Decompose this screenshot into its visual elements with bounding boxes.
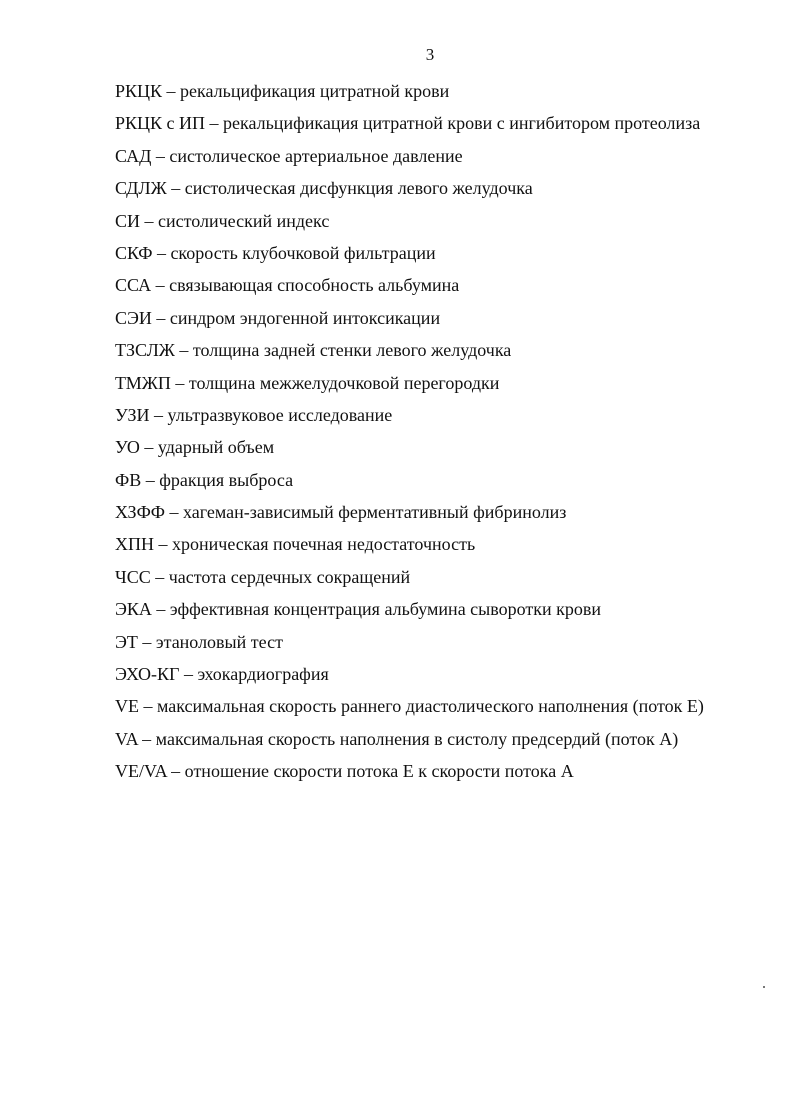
abbreviation-item: VE/VA – отношение скорости потока Е к скорости потока А — [115, 761, 574, 782]
abbreviation-item: ТЗСЛЖ – толщина задней стенки левого желудочка — [115, 340, 512, 361]
abbreviation-item: СДЛЖ – систолическая дисфункция левого желудочка — [115, 178, 533, 199]
abbreviation-item: СКФ – скорость клубочковой фильтрации — [115, 242, 436, 263]
abbreviation-list — [115, 75, 785, 788]
abbreviation-item: ЧСС – частота сердечных сокращений — [115, 566, 411, 587]
abbreviation-item: ФВ – фракция выброса — [115, 469, 294, 490]
abbreviation-item: VA – максимальная скорость наполнения в систолу предсердий (поток А) — [115, 728, 679, 749]
abbreviation-item: УЗИ – ультразвуковое исследование — [115, 404, 393, 425]
abbreviation-item: СЭИ – синдром эндогенной интоксикации — [115, 307, 441, 328]
abbreviation-item: ЭТ – этаноловый тест — [115, 631, 283, 652]
abbreviation-item: ССА – связывающая способность альбумина — [115, 275, 460, 296]
abbreviation-item: РКЦК с ИП – рекальцификация цитратной крови с ингибитором протеолиза — [115, 113, 701, 134]
page-number: 3 — [425, 45, 435, 64]
abbreviation-item: VE – максимальная скорость раннего диастолического наполнения (поток Е) — [115, 696, 704, 717]
abbreviation-item: ХПН – хроническая почечная недостаточность — [115, 534, 476, 555]
abbreviation-item: УО – ударный объем — [115, 437, 275, 458]
abbreviation-item: РКЦК – рекальцификация цитратной крови — [115, 81, 450, 101]
abbreviation-item: ТМЖП – толщина межжелудочковой перегородки — [115, 372, 500, 393]
abbreviation-item: САД – систолическое артериальное давление — [115, 145, 463, 166]
abbreviation-item: ЭХО-КГ – эхокардиография — [115, 664, 329, 685]
abbreviation-item: ХЗФФ – хагеман-зависимый ферментативный фибринолиз — [115, 502, 567, 523]
abbreviation-item: СИ – систолический индекс — [115, 210, 330, 231]
scan-speck — [763, 986, 765, 988]
abbreviation-item: ЭКА – эффективная концентрация альбумина сыворотки крови — [115, 599, 602, 620]
